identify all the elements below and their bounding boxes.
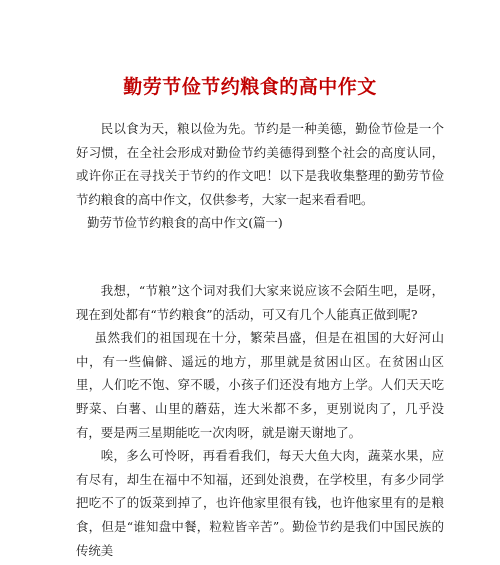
blank-space: [76, 235, 444, 279]
document-body: [76, 117, 444, 562]
section-heading: 勤劳节俭节约粮食的高中作文(篇一): [87, 215, 283, 231]
body-paragraph-3: 唉，多么可怜呀，再看看我们，每天大鱼大肉，蔬菜水果，应有尽有，却生在福中不知福，还到处浪费，在学校里，有多少同学把吃不了的饭菜到掉了，也许他家里很有钱，也许他家里有的是粮食，但是“谁知盘中餐，粒粒皆辛苦”。勤俭节约是我们中国民族的传统美: [76, 448, 444, 558]
document-title: 勤劳节俭节约粮食的高中作文: [123, 76, 377, 98]
body-paragraph-1: 我想，“节粮”这个词对我们大家来说应该不会陌生吧，是呀，现在到处都有“节约粮食”的活动，可又有几个人能真正做到呢?: [76, 282, 444, 322]
body-paragraph-2: 虽然我们的祖国现在十分，繁荣昌盛，但是在祖国的大好河山中，有一些偏僻、遥远的地方，那里就是贫困山区。在贫困山区里，人们吃不饱、穿不暖，小孩子们还没有地方上学。人们天天吃野菜、白薯、山里的蘑菇，连大米都不多，更别说肉了，几乎没有，要是两三星期能吃一次肉呀，就是谢天谢地了。: [76, 330, 444, 440]
intro-paragraph: 民以食为天，粮以俭为先。节约是一种美德，勤俭节俭是一个好习惯，在全社会形成对勤俭节约美德得到整个社会的高度认同，或许你正在寻找关于节约的作文吧！以下是我收集整理的勤劳节俭节约粮食的高中作文，仅供参考，大家一起来看看吧。: [76, 121, 444, 207]
